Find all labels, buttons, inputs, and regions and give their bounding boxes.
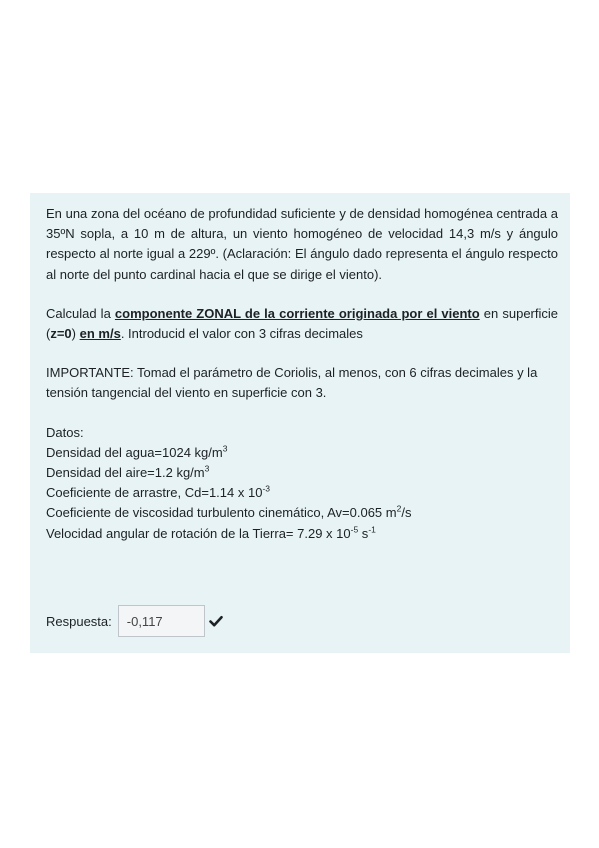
answer-row — [46, 604, 223, 638]
dato-water-density: Densidad del agua=1024 $kg/m^3$ — [46, 443, 228, 460]
p2-text: en superficie ( — [46, 305, 558, 342]
answer-label: Respuesta: — [46, 613, 112, 629]
p2-text: Calculad la — [46, 305, 115, 321]
dato-earth-angular-velocity: Velocidad angular de rotación de la Tierra= 7.29 x $10^{-5}$ $s^{-1}$ — [46, 524, 376, 541]
question-text — [46, 204, 558, 544]
question-paragraph-2 — [46, 304, 558, 344]
question-card — [30, 193, 570, 653]
dato-eddy-viscosity: Coeficiente de viscosidad turbulento cinemático, Av=0.065 $m^2/s$ — [46, 504, 412, 521]
question-paragraph-1: En una zona del océano de profundidad suficiente y de densidad homogénea centrada a 35ºN sopla, a 10 m de altura, un viento homogéneo de velocidad 14,3 m/s y ángulo respecto al norte igual a 229º. (Aclaración: El ángulo dado representa el ángulo respecto al norte del punto cardinal hacia el que se dirige el viento). — [46, 206, 558, 282]
dato-air-density: Densidad del aire=1.2 $kg/m^3$ — [46, 463, 210, 481]
answer-input[interactable] — [118, 605, 205, 637]
p2-emphasis: componente ZONAL de la corriente originada por el viento — [114, 305, 480, 321]
question-important-note: IMPORTANTE: Tomad el parámetro de Coriolis, al menos, con 6 cifras decimales y la tensión tangencial del viento en superficie con 3. — [46, 365, 538, 401]
p2-text: . Introducid el valor con 3 cifras decimales — [120, 326, 363, 342]
check-icon — [209, 614, 223, 628]
p2-text: ) — [71, 326, 80, 342]
p2-units: en m/s — [79, 326, 121, 342]
dato-drag-coefficient: Coeficiente de arrastre, Cd=1.14 x $10^{-3}$ — [46, 483, 270, 501]
p2-z-value: z=0 — [50, 326, 72, 342]
datos-title: Datos: — [46, 424, 84, 440]
